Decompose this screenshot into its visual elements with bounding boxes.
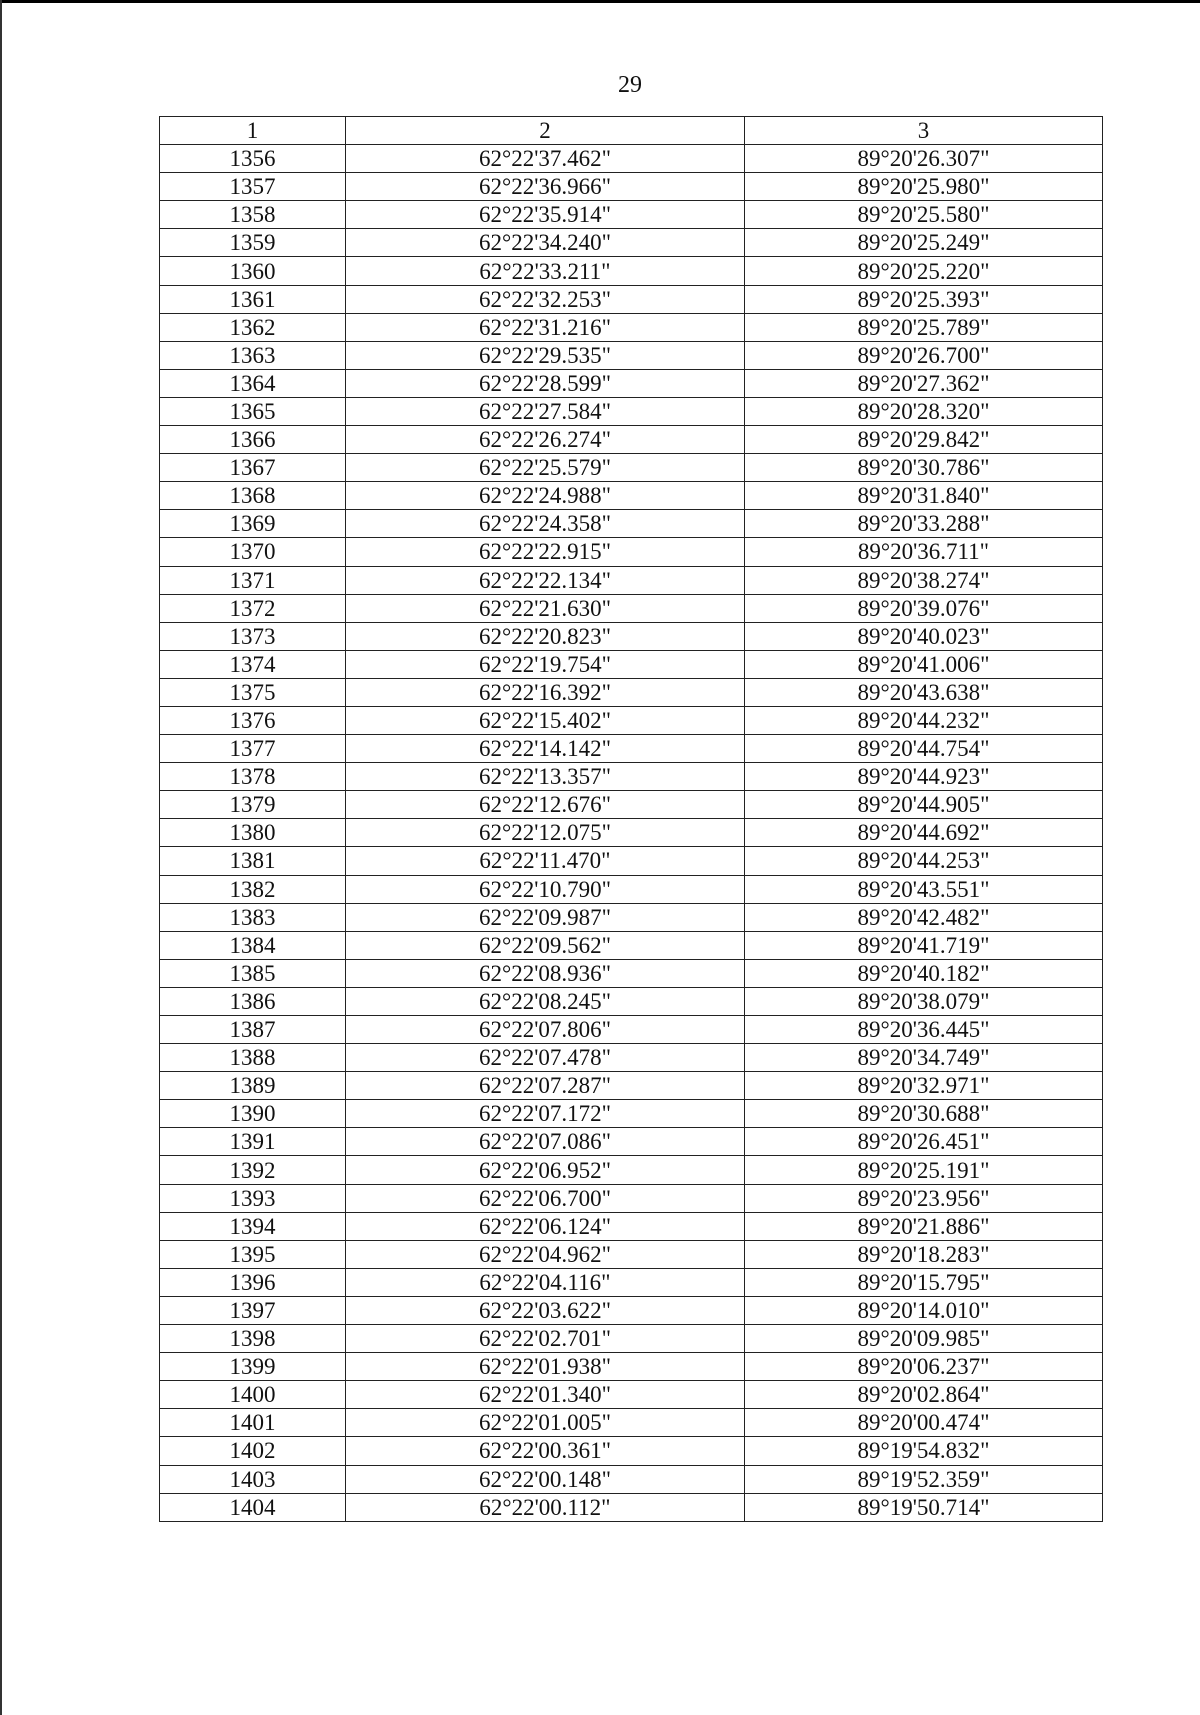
longitude-cell: 89°20'39.076" bbox=[745, 594, 1103, 622]
table-row bbox=[160, 313, 1103, 341]
point-number-cell: 1375 bbox=[160, 678, 346, 706]
longitude-cell: 89°20'14.010" bbox=[745, 1296, 1103, 1324]
latitude-cell: 62°22'15.402" bbox=[346, 706, 745, 734]
latitude-cell: 62°22'04.962" bbox=[346, 1240, 745, 1268]
table-row bbox=[160, 706, 1103, 734]
longitude-cell: 89°20'41.006" bbox=[745, 650, 1103, 678]
point-number-cell: 1380 bbox=[160, 819, 346, 847]
latitude-cell: 62°22'14.142" bbox=[346, 735, 745, 763]
longitude-cell: 89°20'40.182" bbox=[745, 959, 1103, 987]
table-row bbox=[160, 650, 1103, 678]
latitude-cell: 62°22'35.914" bbox=[346, 201, 745, 229]
point-number-cell: 1400 bbox=[160, 1381, 346, 1409]
coordinates-table bbox=[159, 116, 1103, 1522]
header-row bbox=[160, 117, 1103, 145]
table-row bbox=[160, 257, 1103, 285]
table-header bbox=[160, 117, 1103, 145]
point-number-cell: 1364 bbox=[160, 369, 346, 397]
longitude-cell: 89°20'28.320" bbox=[745, 397, 1103, 425]
point-number-cell: 1384 bbox=[160, 931, 346, 959]
table-row bbox=[160, 1016, 1103, 1044]
point-number-cell: 1399 bbox=[160, 1353, 346, 1381]
longitude-cell: 89°20'30.688" bbox=[745, 1100, 1103, 1128]
latitude-cell: 62°22'32.253" bbox=[346, 285, 745, 313]
coordinates-table-container bbox=[159, 116, 1102, 1522]
page-top-edge bbox=[0, 0, 1200, 3]
latitude-cell: 62°22'24.358" bbox=[346, 510, 745, 538]
table-row bbox=[160, 201, 1103, 229]
latitude-cell: 62°22'06.700" bbox=[346, 1184, 745, 1212]
table-row bbox=[160, 1212, 1103, 1240]
table-row bbox=[160, 763, 1103, 791]
point-number-cell: 1379 bbox=[160, 791, 346, 819]
page-number: 29 bbox=[618, 72, 642, 98]
longitude-cell: 89°20'31.840" bbox=[745, 482, 1103, 510]
point-number-cell: 1388 bbox=[160, 1044, 346, 1072]
page-left-edge bbox=[0, 0, 2, 1715]
point-number-cell: 1359 bbox=[160, 229, 346, 257]
table-row bbox=[160, 1100, 1103, 1128]
table-row bbox=[160, 847, 1103, 875]
point-number-cell: 1368 bbox=[160, 482, 346, 510]
latitude-cell: 62°22'31.216" bbox=[346, 313, 745, 341]
longitude-cell: 89°20'38.079" bbox=[745, 987, 1103, 1015]
latitude-cell: 62°22'20.823" bbox=[346, 622, 745, 650]
table-row bbox=[160, 482, 1103, 510]
table-row bbox=[160, 1325, 1103, 1353]
latitude-cell: 62°22'37.462" bbox=[346, 145, 745, 173]
latitude-cell: 62°22'21.630" bbox=[346, 594, 745, 622]
table-row bbox=[160, 1437, 1103, 1465]
table-row bbox=[160, 1465, 1103, 1493]
latitude-cell: 62°22'07.086" bbox=[346, 1128, 745, 1156]
point-number-cell: 1382 bbox=[160, 875, 346, 903]
table-body bbox=[160, 145, 1103, 1522]
longitude-cell: 89°20'23.956" bbox=[745, 1184, 1103, 1212]
latitude-cell: 62°22'01.005" bbox=[346, 1409, 745, 1437]
point-number-cell: 1397 bbox=[160, 1296, 346, 1324]
table-row bbox=[160, 1044, 1103, 1072]
table-row bbox=[160, 1268, 1103, 1296]
latitude-cell: 62°22'25.579" bbox=[346, 454, 745, 482]
longitude-cell: 89°20'30.786" bbox=[745, 454, 1103, 482]
point-number-cell: 1367 bbox=[160, 454, 346, 482]
longitude-cell: 89°20'26.700" bbox=[745, 341, 1103, 369]
longitude-cell: 89°19'52.359" bbox=[745, 1465, 1103, 1493]
table-row bbox=[160, 987, 1103, 1015]
table-row bbox=[160, 791, 1103, 819]
point-number-cell: 1374 bbox=[160, 650, 346, 678]
longitude-cell: 89°20'06.237" bbox=[745, 1353, 1103, 1381]
latitude-cell: 62°22'09.562" bbox=[346, 931, 745, 959]
point-number-cell: 1369 bbox=[160, 510, 346, 538]
point-number-cell: 1358 bbox=[160, 201, 346, 229]
column-header-2: 2 bbox=[346, 117, 745, 145]
longitude-cell: 89°20'09.985" bbox=[745, 1325, 1103, 1353]
longitude-cell: 89°20'44.692" bbox=[745, 819, 1103, 847]
point-number-cell: 1370 bbox=[160, 538, 346, 566]
table-row bbox=[160, 426, 1103, 454]
point-number-cell: 1383 bbox=[160, 903, 346, 931]
latitude-cell: 62°22'36.966" bbox=[346, 173, 745, 201]
longitude-cell: 89°20'15.795" bbox=[745, 1268, 1103, 1296]
longitude-cell: 89°20'21.886" bbox=[745, 1212, 1103, 1240]
point-number-cell: 1387 bbox=[160, 1016, 346, 1044]
latitude-cell: 62°22'11.470" bbox=[346, 847, 745, 875]
point-number-cell: 1393 bbox=[160, 1184, 346, 1212]
latitude-cell: 62°22'29.535" bbox=[346, 341, 745, 369]
longitude-cell: 89°20'29.842" bbox=[745, 426, 1103, 454]
point-number-cell: 1362 bbox=[160, 313, 346, 341]
table-row bbox=[160, 145, 1103, 173]
table-row bbox=[160, 510, 1103, 538]
longitude-cell: 89°19'54.832" bbox=[745, 1437, 1103, 1465]
table-row bbox=[160, 538, 1103, 566]
table-row bbox=[160, 1353, 1103, 1381]
point-number-cell: 1378 bbox=[160, 763, 346, 791]
point-number-cell: 1390 bbox=[160, 1100, 346, 1128]
longitude-cell: 89°20'25.249" bbox=[745, 229, 1103, 257]
table-row bbox=[160, 875, 1103, 903]
longitude-cell: 89°20'02.864" bbox=[745, 1381, 1103, 1409]
table-row bbox=[160, 566, 1103, 594]
latitude-cell: 62°22'12.676" bbox=[346, 791, 745, 819]
longitude-cell: 89°20'43.638" bbox=[745, 678, 1103, 706]
latitude-cell: 62°22'01.340" bbox=[346, 1381, 745, 1409]
latitude-cell: 62°22'33.211" bbox=[346, 257, 745, 285]
table-row bbox=[160, 173, 1103, 201]
longitude-cell: 89°20'41.719" bbox=[745, 931, 1103, 959]
point-number-cell: 1401 bbox=[160, 1409, 346, 1437]
longitude-cell: 89°20'38.274" bbox=[745, 566, 1103, 594]
latitude-cell: 62°22'13.357" bbox=[346, 763, 745, 791]
longitude-cell: 89°20'33.288" bbox=[745, 510, 1103, 538]
point-number-cell: 1372 bbox=[160, 594, 346, 622]
longitude-cell: 89°20'27.362" bbox=[745, 369, 1103, 397]
longitude-cell: 89°20'32.971" bbox=[745, 1072, 1103, 1100]
table-row bbox=[160, 903, 1103, 931]
point-number-cell: 1381 bbox=[160, 847, 346, 875]
latitude-cell: 62°22'26.274" bbox=[346, 426, 745, 454]
longitude-cell: 89°20'43.551" bbox=[745, 875, 1103, 903]
longitude-cell: 89°20'44.905" bbox=[745, 791, 1103, 819]
latitude-cell: 62°22'07.478" bbox=[346, 1044, 745, 1072]
longitude-cell: 89°20'36.445" bbox=[745, 1016, 1103, 1044]
table-row bbox=[160, 678, 1103, 706]
table-row bbox=[160, 1409, 1103, 1437]
latitude-cell: 62°22'07.287" bbox=[346, 1072, 745, 1100]
table-row bbox=[160, 285, 1103, 313]
point-number-cell: 1376 bbox=[160, 706, 346, 734]
longitude-cell: 89°19'50.714" bbox=[745, 1493, 1103, 1521]
latitude-cell: 62°22'06.952" bbox=[346, 1156, 745, 1184]
latitude-cell: 62°22'22.915" bbox=[346, 538, 745, 566]
table-row bbox=[160, 1493, 1103, 1521]
column-header-3: 3 bbox=[745, 117, 1103, 145]
latitude-cell: 62°22'06.124" bbox=[346, 1212, 745, 1240]
longitude-cell: 89°20'25.393" bbox=[745, 285, 1103, 313]
latitude-cell: 62°22'34.240" bbox=[346, 229, 745, 257]
table-row bbox=[160, 622, 1103, 650]
latitude-cell: 62°22'07.172" bbox=[346, 1100, 745, 1128]
longitude-cell: 89°20'44.923" bbox=[745, 763, 1103, 791]
latitude-cell: 62°22'09.987" bbox=[346, 903, 745, 931]
latitude-cell: 62°22'19.754" bbox=[346, 650, 745, 678]
point-number-cell: 1361 bbox=[160, 285, 346, 313]
table-row bbox=[160, 229, 1103, 257]
point-number-cell: 1398 bbox=[160, 1325, 346, 1353]
longitude-cell: 89°20'25.789" bbox=[745, 313, 1103, 341]
longitude-cell: 89°20'34.749" bbox=[745, 1044, 1103, 1072]
longitude-cell: 89°20'25.980" bbox=[745, 173, 1103, 201]
table-row bbox=[160, 959, 1103, 987]
longitude-cell: 89°20'44.754" bbox=[745, 735, 1103, 763]
table-row bbox=[160, 931, 1103, 959]
point-number-cell: 1403 bbox=[160, 1465, 346, 1493]
longitude-cell: 89°20'26.451" bbox=[745, 1128, 1103, 1156]
latitude-cell: 62°22'07.806" bbox=[346, 1016, 745, 1044]
table-row bbox=[160, 819, 1103, 847]
point-number-cell: 1365 bbox=[160, 397, 346, 425]
latitude-cell: 62°22'00.361" bbox=[346, 1437, 745, 1465]
point-number-cell: 1394 bbox=[160, 1212, 346, 1240]
table-row bbox=[160, 341, 1103, 369]
column-header-1: 1 bbox=[160, 117, 346, 145]
point-number-cell: 1402 bbox=[160, 1437, 346, 1465]
point-number-cell: 1385 bbox=[160, 959, 346, 987]
table-row bbox=[160, 397, 1103, 425]
point-number-cell: 1366 bbox=[160, 426, 346, 454]
table-row bbox=[160, 594, 1103, 622]
longitude-cell: 89°20'25.220" bbox=[745, 257, 1103, 285]
latitude-cell: 62°22'08.936" bbox=[346, 959, 745, 987]
longitude-cell: 89°20'25.191" bbox=[745, 1156, 1103, 1184]
point-number-cell: 1392 bbox=[160, 1156, 346, 1184]
longitude-cell: 89°20'40.023" bbox=[745, 622, 1103, 650]
point-number-cell: 1386 bbox=[160, 987, 346, 1015]
latitude-cell: 62°22'16.392" bbox=[346, 678, 745, 706]
longitude-cell: 89°20'26.307" bbox=[745, 145, 1103, 173]
point-number-cell: 1357 bbox=[160, 173, 346, 201]
latitude-cell: 62°22'12.075" bbox=[346, 819, 745, 847]
latitude-cell: 62°22'22.134" bbox=[346, 566, 745, 594]
latitude-cell: 62°22'04.116" bbox=[346, 1268, 745, 1296]
table-row bbox=[160, 1156, 1103, 1184]
latitude-cell: 62°22'24.988" bbox=[346, 482, 745, 510]
point-number-cell: 1373 bbox=[160, 622, 346, 650]
latitude-cell: 62°22'01.938" bbox=[346, 1353, 745, 1381]
longitude-cell: 89°20'44.253" bbox=[745, 847, 1103, 875]
latitude-cell: 62°22'10.790" bbox=[346, 875, 745, 903]
table-row bbox=[160, 1240, 1103, 1268]
table-row bbox=[160, 1184, 1103, 1212]
table-row bbox=[160, 369, 1103, 397]
point-number-cell: 1404 bbox=[160, 1493, 346, 1521]
point-number-cell: 1396 bbox=[160, 1268, 346, 1296]
table-row bbox=[160, 1296, 1103, 1324]
table-row bbox=[160, 1128, 1103, 1156]
longitude-cell: 89°20'00.474" bbox=[745, 1409, 1103, 1437]
latitude-cell: 62°22'00.148" bbox=[346, 1465, 745, 1493]
point-number-cell: 1377 bbox=[160, 735, 346, 763]
point-number-cell: 1391 bbox=[160, 1128, 346, 1156]
longitude-cell: 89°20'44.232" bbox=[745, 706, 1103, 734]
point-number-cell: 1363 bbox=[160, 341, 346, 369]
table-row bbox=[160, 454, 1103, 482]
latitude-cell: 62°22'02.701" bbox=[346, 1325, 745, 1353]
longitude-cell: 89°20'42.482" bbox=[745, 903, 1103, 931]
point-number-cell: 1360 bbox=[160, 257, 346, 285]
table-row bbox=[160, 1381, 1103, 1409]
point-number-cell: 1395 bbox=[160, 1240, 346, 1268]
latitude-cell: 62°22'03.622" bbox=[346, 1296, 745, 1324]
latitude-cell: 62°22'28.599" bbox=[346, 369, 745, 397]
point-number-cell: 1371 bbox=[160, 566, 346, 594]
longitude-cell: 89°20'18.283" bbox=[745, 1240, 1103, 1268]
longitude-cell: 89°20'36.711" bbox=[745, 538, 1103, 566]
point-number-cell: 1356 bbox=[160, 145, 346, 173]
table-row bbox=[160, 735, 1103, 763]
longitude-cell: 89°20'25.580" bbox=[745, 201, 1103, 229]
latitude-cell: 62°22'27.584" bbox=[346, 397, 745, 425]
latitude-cell: 62°22'00.112" bbox=[346, 1493, 745, 1521]
point-number-cell: 1389 bbox=[160, 1072, 346, 1100]
table-row bbox=[160, 1072, 1103, 1100]
latitude-cell: 62°22'08.245" bbox=[346, 987, 745, 1015]
